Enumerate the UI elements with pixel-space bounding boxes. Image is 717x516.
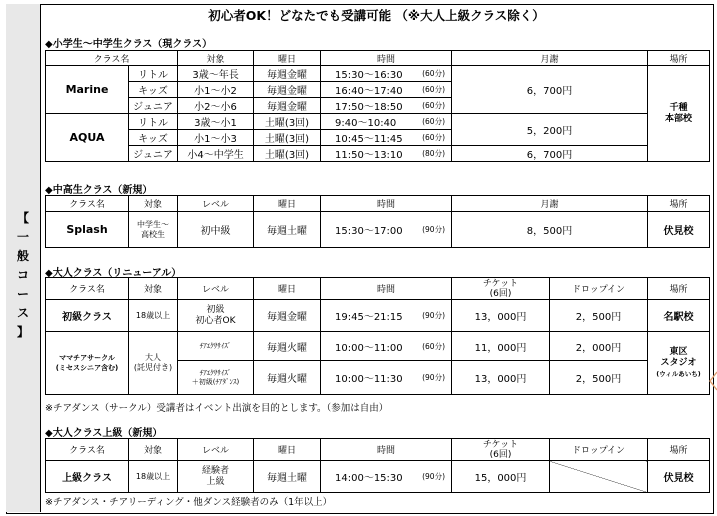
header-day: 曜日 — [254, 196, 321, 212]
table-row — [46, 332, 710, 361]
time-cell — [321, 114, 452, 130]
level-cell: ﾁｱｴｸｻｻｲｽﾞ — [178, 332, 254, 361]
table-header-row — [46, 439, 710, 461]
level-cell: ﾁｱｴｸｻｻｲｽﾞ ＋初級(ﾁｱﾀﾞﾝｽ) — [178, 361, 254, 395]
fee-cell: 5，200円 — [452, 114, 648, 146]
duration: (60分) — [422, 133, 446, 142]
time-range: 10:45～11:45 — [335, 134, 403, 145]
time-cell — [321, 66, 452, 82]
advanced-note: ※チアダンス・チアリーディング・他ダンス経験者のみ（1年以上） — [45, 497, 333, 508]
header-class-name: クラス名 — [46, 51, 178, 66]
day-cell: 毎週金曜 — [254, 82, 321, 98]
day-cell: 毎週金曜 — [254, 300, 321, 332]
day-cell: 毎週土曜 — [254, 461, 321, 493]
header-level: レベル — [178, 196, 254, 212]
teen-section-title: ◆中高生クラス（新規） — [45, 185, 153, 196]
header-class-name: クラス名 — [46, 439, 129, 461]
ticket-cell: 11，000円 — [452, 332, 550, 361]
header-target: 対象 — [129, 278, 178, 300]
table-row — [46, 212, 710, 248]
header-time: 時間 — [321, 196, 452, 212]
class-name-splash: Splash — [46, 212, 129, 248]
header-time: 時間 — [321, 439, 452, 461]
target-cell: 18歳以上 — [129, 461, 178, 493]
dropin-cell-empty — [550, 461, 648, 493]
ticket-cell: 13，000円 — [452, 300, 550, 332]
fee-cell: 8，500円 — [452, 212, 648, 248]
target-cell: 18歳以上 — [129, 300, 178, 332]
duration: (90分) — [422, 472, 445, 481]
table-row — [46, 114, 710, 130]
header-level: レベル — [178, 439, 254, 461]
header-place: 場所 — [648, 51, 710, 66]
level-cell: ジュニア — [129, 98, 178, 114]
day-cell: 土曜(3回) — [254, 114, 321, 130]
day-cell: 土曜(3回) — [254, 146, 321, 162]
target-cell: 小1～小3 — [178, 130, 254, 146]
target-cell: 中学生～ 高校生 — [129, 212, 178, 248]
adult-table — [45, 277, 710, 395]
time-cell — [321, 300, 452, 332]
ticket-cell: 15，000円 — [452, 461, 550, 493]
header-day: 曜日 — [254, 278, 321, 300]
header-target: 対象 — [129, 196, 178, 212]
level-cell: 初中級 — [178, 212, 254, 248]
time-range: 14:00～15:30 — [335, 473, 403, 484]
table-header-row — [46, 196, 710, 212]
header-day: 曜日 — [254, 51, 321, 66]
time-cell — [321, 130, 452, 146]
time-range: 11:50～13:10 — [335, 150, 403, 161]
header-class-name: クラス名 — [46, 278, 129, 300]
time-range: 10:00～11:00 — [335, 342, 403, 354]
class-name-beginner: 初級クラス — [46, 300, 129, 332]
time-range: 10:00～11:30 — [335, 374, 403, 385]
day-cell: 毎週火曜 — [254, 332, 321, 361]
time-cell — [321, 146, 452, 162]
course-sidebar — [6, 4, 41, 512]
duration: (80分) — [422, 149, 446, 158]
day-cell: 毎週火曜 — [254, 361, 321, 395]
place-cell: 伏見校 — [648, 461, 710, 493]
time-cell — [321, 461, 452, 493]
dropin-cell: 2，500円 — [550, 361, 648, 395]
duration: (60分) — [422, 85, 446, 94]
table-header-row — [46, 51, 710, 66]
level-cell: 初級 初心者OK — [178, 300, 254, 332]
class-name-advanced: 上級クラス — [46, 461, 129, 493]
place-cell: 東区 スタジオ (ウィルあいち) — [648, 332, 710, 395]
header-dropin: ドロップイン — [550, 278, 648, 300]
target-cell: 3歳～小1 — [178, 114, 254, 130]
target-cell: 小1～小2 — [178, 82, 254, 98]
class-name-mama: ママチアサークル (ミセスシニア含む) — [46, 332, 129, 395]
table-row — [46, 146, 710, 162]
kids-section-title: ◆小学生～中学生クラス（現クラス） — [45, 39, 213, 50]
time-range: 15:30～16:30 — [335, 70, 403, 81]
adult-section-title: ◆大人クラス（リニューアル） — [45, 268, 182, 279]
time-range: 19:45～21:15 — [335, 312, 403, 323]
duration: (90分) — [422, 373, 445, 382]
fee-cell: 6，700円 — [452, 146, 648, 162]
adult-note: ※チアダンス（サークル）受講者はイベント出演を目的とします。（参加は自由） — [45, 403, 389, 414]
time-cell — [321, 82, 452, 98]
day-cell: 毎週土曜 — [254, 212, 321, 248]
header-time: 時間 — [321, 51, 452, 66]
chevron-left-icon — [708, 371, 717, 391]
time-range: 17:50～18:50 — [335, 102, 403, 113]
teen-table — [45, 195, 710, 248]
day-cell: 毎週金曜 — [254, 66, 321, 82]
place-cell: 伏見校 — [648, 212, 710, 248]
header-day: 曜日 — [254, 439, 321, 461]
main-content — [41, 4, 712, 512]
advanced-section-title: ◆大人クラス上級（新規） — [45, 428, 163, 439]
level-cell: キッズ — [129, 82, 178, 98]
target-cell: 小4～中学生 — [178, 146, 254, 162]
duration: (60分) — [422, 69, 446, 78]
page-title: 初心者OK！どなたでも受講可能 （※大人上級クラス除く） — [208, 8, 545, 23]
level-cell: キッズ — [129, 130, 178, 146]
table-row — [46, 300, 710, 332]
target-cell: 小2～小6 — [178, 98, 254, 114]
place-cell: 千種 本部校 — [648, 66, 710, 162]
header-target: 対象 — [178, 51, 254, 66]
header-ticket: チケット (6回) — [452, 439, 550, 461]
dropin-cell: 2，500円 — [550, 300, 648, 332]
time-cell — [321, 98, 452, 114]
dropin-cell: 2，000円 — [550, 332, 648, 361]
table-row — [46, 461, 710, 493]
header-place: 場所 — [648, 196, 710, 212]
time-range: 9:40～10:40 — [335, 118, 397, 129]
time-cell — [321, 212, 452, 248]
place-cell: 名駅校 — [648, 300, 710, 332]
duration: (90分) — [422, 311, 445, 320]
level-cell: 経験者 上級 — [178, 461, 254, 493]
header-place: 場所 — [648, 439, 710, 461]
header-fee: 月謝 — [452, 196, 648, 212]
course-label: 【 一 般 コ ー ス 】 — [16, 211, 29, 339]
kids-table — [45, 50, 710, 162]
duration: (60分) — [422, 341, 445, 351]
duration: (60分) — [422, 101, 446, 110]
level-cell: リトル — [129, 114, 178, 130]
class-name-aqua: AQUA — [46, 114, 129, 162]
target-cell: 大人 (託児付き) — [129, 332, 178, 395]
time-range: 15:30～17:00 — [335, 226, 403, 237]
day-cell: 土曜(3回) — [254, 130, 321, 146]
day-cell: 毎週金曜 — [254, 98, 321, 114]
table-header-row — [46, 278, 710, 300]
ticket-cell: 13，000円 — [452, 361, 550, 395]
time-cell — [321, 361, 452, 395]
header-ticket: チケット (6回) — [452, 278, 550, 300]
header-target: 対象 — [129, 439, 178, 461]
header-time: 時間 — [321, 278, 452, 300]
level-cell: リトル — [129, 66, 178, 82]
target-cell: 3歳～年長 — [178, 66, 254, 82]
level-cell: ジュニア — [129, 146, 178, 162]
fee-cell: 6，700円 — [452, 66, 648, 114]
duration: (60分) — [422, 117, 446, 126]
header-place: 場所 — [648, 278, 710, 300]
time-range: 16:40～17:40 — [335, 86, 403, 97]
header-level: レベル — [178, 278, 254, 300]
class-name-marine: Marine — [46, 66, 129, 114]
header-fee: 月謝 — [452, 51, 648, 66]
time-cell — [321, 332, 452, 361]
advanced-table — [45, 438, 710, 493]
header-class-name: クラス名 — [46, 196, 129, 212]
duration: (90分) — [422, 225, 445, 234]
header-dropin: ドロップイン — [550, 439, 648, 461]
table-row — [46, 66, 710, 82]
